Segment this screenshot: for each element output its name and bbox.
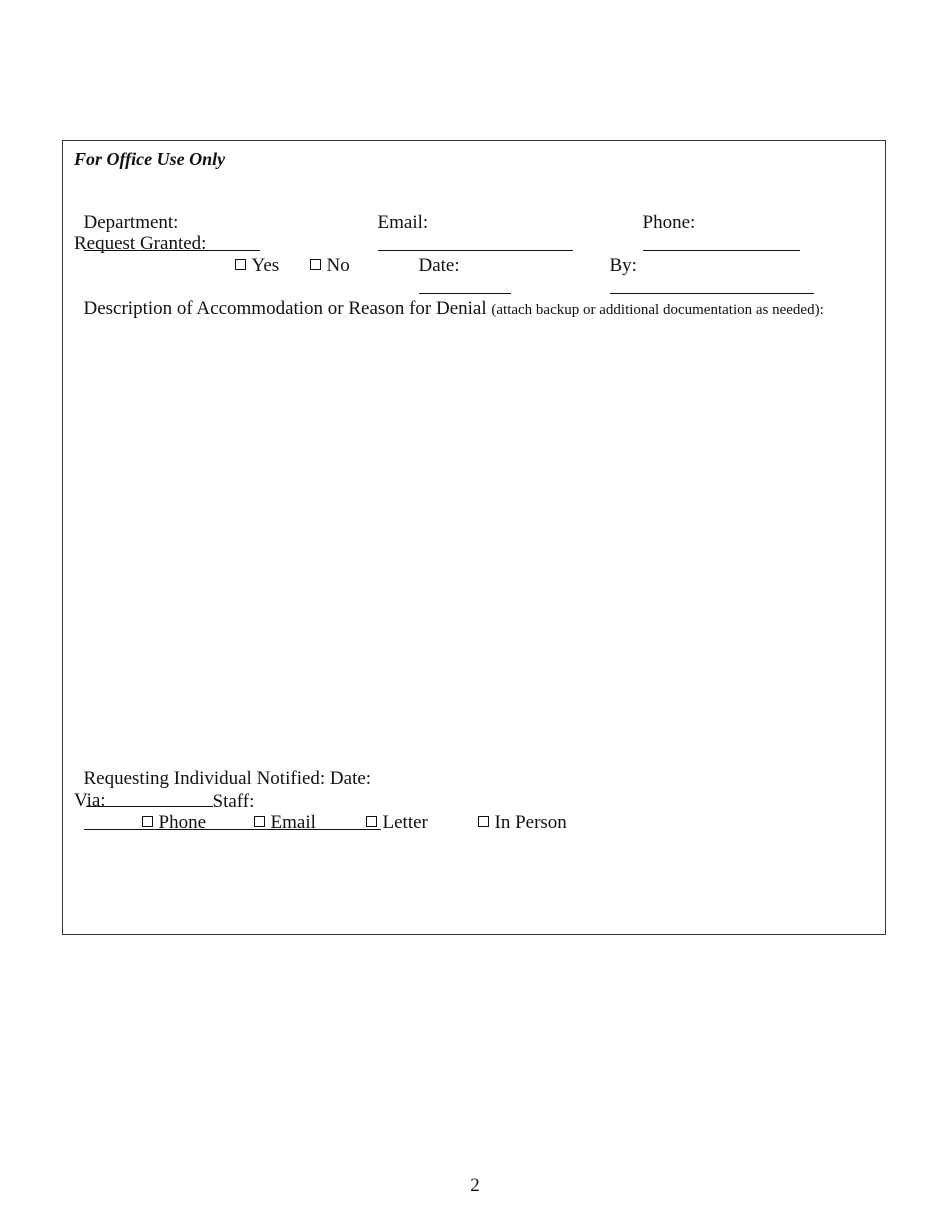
description-note: (attach backup or additional documentation as needed): bbox=[491, 302, 824, 318]
via-in-person-label: In Person bbox=[494, 812, 567, 833]
yes-label: Yes bbox=[251, 255, 280, 276]
via-letter-label: Letter bbox=[382, 812, 428, 833]
via-phone-label: Phone bbox=[158, 812, 206, 833]
via-email-option[interactable] bbox=[244, 790, 316, 834]
no-label: No bbox=[326, 255, 350, 276]
via-email-checkbox[interactable] bbox=[254, 816, 265, 827]
email-label: Email: bbox=[377, 212, 429, 233]
yes-checkbox[interactable] bbox=[235, 259, 246, 270]
description-area[interactable] bbox=[74, 305, 874, 730]
via-letter-option[interactable] bbox=[356, 790, 428, 834]
via-in-person-checkbox[interactable] bbox=[478, 816, 489, 827]
page-number: 2 bbox=[470, 1175, 480, 1196]
notified-field bbox=[74, 746, 381, 836]
no-checkbox[interactable] bbox=[310, 259, 321, 270]
request-granted-label: Request Granted: bbox=[74, 233, 207, 254]
phone-label: Phone: bbox=[642, 212, 696, 233]
staff-label: Staff: bbox=[212, 791, 255, 812]
description-label: Description of Accommodation or Reason for Denial bbox=[83, 298, 487, 319]
yes-option[interactable] bbox=[225, 233, 279, 277]
staff-blank[interactable] bbox=[84, 813, 381, 830]
via-letter-checkbox[interactable] bbox=[366, 816, 377, 827]
via-phone-option[interactable] bbox=[132, 790, 206, 834]
via-in-person-option[interactable] bbox=[468, 790, 567, 834]
via-label: Via: bbox=[74, 790, 106, 811]
via-email-label: Email bbox=[270, 812, 316, 833]
department-label: Department: bbox=[83, 212, 179, 233]
by-label: By: bbox=[609, 255, 637, 276]
via-phone-checkbox[interactable] bbox=[142, 816, 153, 827]
no-option[interactable] bbox=[300, 233, 350, 277]
notified-label: Requesting Individual Notified: Date: bbox=[83, 768, 372, 789]
section-title: For Office Use Only bbox=[74, 149, 226, 169]
granted-date-label: Date: bbox=[418, 255, 460, 276]
